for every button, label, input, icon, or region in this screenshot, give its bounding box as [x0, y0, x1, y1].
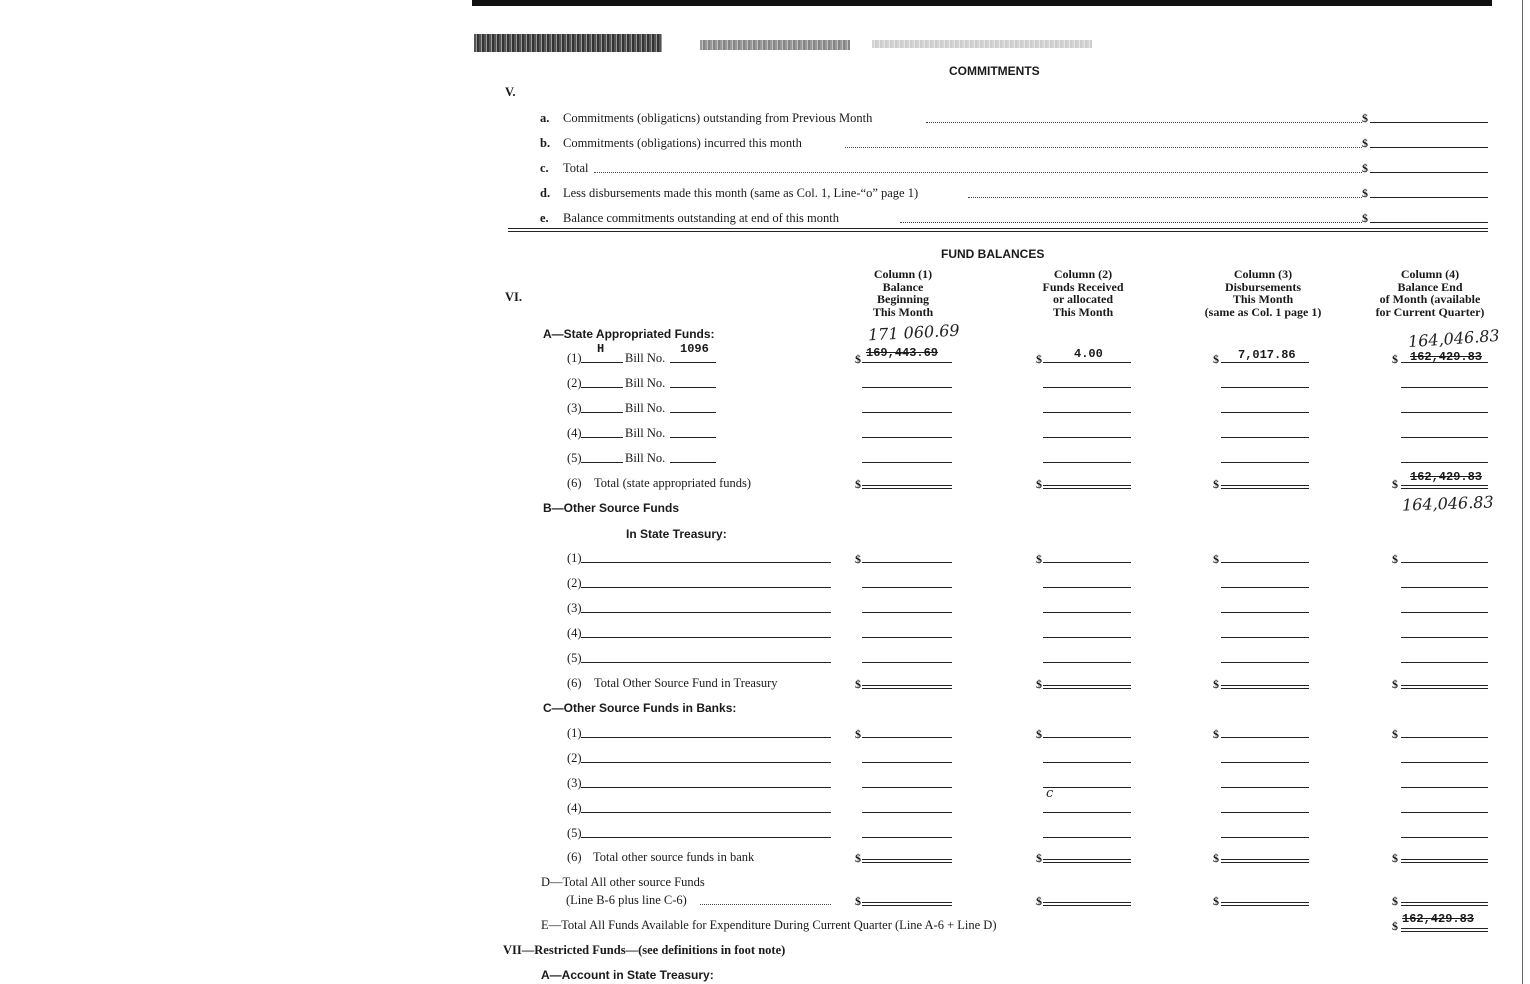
b-total-label: Total Other Source Fund in Treasury — [594, 676, 778, 690]
amount-blank[interactable] — [1401, 412, 1488, 413]
c-row-description[interactable] — [581, 837, 831, 838]
fund-balances-title: FUND BALANCES — [941, 247, 1045, 261]
bill-number-index: (1) — [567, 351, 582, 365]
amount-blank[interactable] — [1043, 737, 1131, 738]
row-letter: a. — [540, 111, 550, 125]
total-amount-blank[interactable] — [1221, 685, 1309, 689]
dollar-sign: $ — [1392, 677, 1398, 691]
other-source-funds-title: B—Other Source Funds — [543, 501, 680, 515]
amount-blank[interactable] — [862, 762, 952, 763]
amount-blank[interactable] — [1370, 222, 1488, 223]
c-row-description[interactable] — [581, 787, 831, 788]
amount-blank[interactable] — [1401, 562, 1488, 563]
total-amount-blank[interactable] — [1043, 485, 1131, 489]
total-amount-blank[interactable] — [862, 859, 952, 863]
dollar-sign: $ — [1036, 851, 1042, 865]
dollar-sign: $ — [855, 477, 861, 491]
amount-blank[interactable] — [1401, 387, 1488, 388]
amount-blank[interactable] — [862, 412, 952, 413]
section-vi-roman: VI. — [505, 290, 523, 304]
dollar-sign: $ — [855, 851, 861, 865]
c-row-index: (1) — [567, 726, 582, 740]
amount-blank[interactable] — [862, 737, 952, 738]
dollar-sign: $ — [855, 727, 861, 741]
row1-col1-value: 169,443.69 — [866, 346, 939, 360]
column-line: Disbursements — [1224, 279, 1301, 294]
leader-line — [926, 122, 1362, 123]
amount-blank[interactable] — [862, 787, 952, 788]
amount-blank[interactable] — [1043, 787, 1131, 788]
amount-blank[interactable] — [1043, 662, 1131, 663]
amount-blank[interactable] — [862, 362, 952, 363]
amount-blank[interactable] — [1401, 362, 1488, 363]
amount-blank[interactable] — [1043, 637, 1131, 638]
b-row-description[interactable] — [581, 587, 831, 588]
column-4-header — [1365, 268, 1495, 318]
amount-blank[interactable] — [1401, 837, 1488, 838]
b-row-description[interactable] — [581, 662, 831, 663]
row1-col4-value: 162,429.83 — [1410, 350, 1483, 364]
row1-col2-value: 4.00 — [1074, 347, 1103, 361]
total-amount-blank[interactable] — [1401, 902, 1488, 906]
column-line: This Month — [1232, 292, 1294, 306]
c-row-index: (2) — [567, 751, 582, 765]
leader-line — [700, 904, 831, 905]
dollar-sign: $ — [1036, 552, 1042, 566]
total-amount-blank[interactable] — [1401, 859, 1488, 863]
dollar-sign: $ — [1036, 727, 1042, 741]
row-label: Commitments (obligaticns) outstanding from Previous Month — [563, 111, 873, 125]
amount-blank[interactable] — [1370, 197, 1488, 198]
total-amount-blank[interactable] — [1221, 902, 1309, 906]
header-redaction-1 — [474, 34, 662, 52]
amount-blank[interactable] — [1401, 462, 1488, 463]
dollar-sign: $ — [1213, 552, 1219, 566]
amount-blank[interactable] — [1221, 362, 1309, 363]
dollar-sign: $ — [1036, 352, 1042, 366]
bill-prefix-blank[interactable] — [581, 462, 623, 463]
dollar-sign: $ — [1392, 851, 1398, 865]
amount-blank[interactable] — [1221, 437, 1309, 438]
amount-blank[interactable] — [862, 662, 952, 663]
amount-blank[interactable] — [1401, 812, 1488, 813]
column-line: for Current Quarter) — [1375, 304, 1485, 319]
bill-label: Bill No. — [625, 376, 666, 390]
state-appropriated-funds-title: A—State Appropriated Funds: — [543, 327, 715, 341]
row-label: Total — [563, 161, 589, 175]
dollar-sign: $ — [1392, 352, 1398, 366]
amount-blank[interactable] — [1043, 837, 1131, 838]
dollar-sign: $ — [1392, 477, 1398, 491]
dollar-sign: $ — [1213, 727, 1219, 741]
leader-line — [594, 172, 1362, 173]
amount-blank[interactable] — [1370, 147, 1488, 148]
amount-blank[interactable] — [1401, 762, 1488, 763]
amount-blank[interactable] — [1043, 462, 1131, 463]
dollar-sign: $ — [1036, 477, 1042, 491]
row-label: Commitments (obligations) incurred this month — [563, 136, 802, 150]
total-amount-blank[interactable] — [862, 485, 952, 489]
bill-number-index: (2) — [567, 376, 582, 390]
dollar-sign: $ — [1392, 727, 1398, 741]
d-total-sublabel: (Line B-6 plus line C-6) — [566, 893, 687, 907]
total-amount-blank[interactable] — [862, 685, 952, 689]
handwritten-col4-correction: 164,046.83 — [1407, 325, 1501, 352]
b-row-index: (4) — [567, 626, 582, 640]
amount-blank[interactable] — [1221, 562, 1309, 563]
amount-blank[interactable] — [1221, 737, 1309, 738]
bill-number-index: (3) — [567, 401, 582, 415]
account-state-treasury-title: A—Account in State Treasury: — [541, 968, 714, 982]
dollar-sign: $ — [1213, 477, 1219, 491]
c-row-description[interactable] — [581, 762, 831, 763]
header-redaction-2 — [700, 40, 850, 50]
dollar-sign: $ — [1362, 211, 1368, 225]
dollar-sign: $ — [855, 894, 861, 908]
column-line: This Month — [872, 304, 934, 319]
amount-blank[interactable] — [1370, 122, 1488, 123]
amount-blank[interactable] — [1221, 812, 1309, 813]
other-source-funds-banks-title: C—Other Source Funds in Banks: — [543, 701, 737, 715]
c-row-description[interactable] — [581, 812, 831, 813]
section-divider — [508, 228, 1488, 232]
dollar-sign: $ — [1213, 894, 1219, 908]
column-line: Balance End — [1397, 279, 1463, 294]
column-line: or allocated — [1052, 292, 1114, 306]
c-total-index: (6) — [567, 850, 582, 864]
c-row-index: (3) — [567, 776, 582, 790]
column-head: Column (3) — [1233, 267, 1293, 281]
amount-blank[interactable] — [1221, 612, 1309, 613]
amount-blank[interactable] — [1221, 412, 1309, 413]
column-line: Funds Received — [1042, 279, 1124, 294]
commitments-title: COMMITMENTS — [949, 64, 1040, 78]
bill-label: Bill No. — [625, 351, 666, 365]
dollar-sign: $ — [1213, 851, 1219, 865]
b-row-index: (3) — [567, 601, 582, 615]
amount-blank[interactable] — [1043, 362, 1131, 363]
column-1-header — [843, 268, 963, 318]
dollar-sign: $ — [855, 677, 861, 691]
bill-prefix-blank[interactable] — [581, 412, 623, 413]
amount-blank[interactable] — [862, 637, 952, 638]
total-amount-blank[interactable] — [1401, 485, 1488, 489]
b-row-description[interactable] — [581, 637, 831, 638]
dollar-sign: $ — [1036, 677, 1042, 691]
dollar-sign: $ — [1392, 552, 1398, 566]
dollar-sign: $ — [1392, 894, 1398, 908]
row-letter: d. — [540, 186, 551, 200]
a-total-col4-value: 162,429.83 — [1410, 470, 1483, 484]
handwritten-total-correction: 164,046.83 — [1401, 492, 1494, 515]
bill-label: Bill No. — [625, 451, 666, 465]
amount-blank[interactable] — [1043, 562, 1131, 563]
dollar-sign: $ — [855, 552, 861, 566]
amount-blank[interactable] — [1043, 437, 1131, 438]
b-row-description[interactable] — [581, 562, 831, 563]
total-amount-blank[interactable] — [1043, 902, 1131, 906]
row1-col3-value: 7,017.86 — [1238, 348, 1296, 362]
column-line: This Month — [1052, 304, 1114, 319]
dollar-sign: $ — [1362, 161, 1368, 175]
amount-blank[interactable] — [1221, 462, 1309, 463]
bill-number-index: (4) — [567, 426, 582, 440]
row-label: Balance commitments outstanding at end of this month — [563, 211, 839, 225]
amount-blank[interactable] — [1221, 762, 1309, 763]
row-letter: c. — [540, 161, 549, 175]
amount-blank[interactable] — [1043, 412, 1131, 413]
dollar-sign: $ — [855, 352, 861, 366]
amount-blank[interactable] — [1043, 612, 1131, 613]
bill-number-blank[interactable] — [670, 362, 716, 363]
column-head: Column (4) — [1400, 267, 1460, 281]
b-row-index: (5) — [567, 651, 582, 665]
c-row-index: (5) — [567, 826, 582, 840]
amount-blank[interactable] — [1401, 637, 1488, 638]
amount-blank[interactable] — [862, 587, 952, 588]
amount-blank[interactable] — [1221, 387, 1309, 388]
total-amount-blank[interactable] — [1043, 685, 1131, 689]
row-letter: e. — [540, 211, 549, 225]
d-total-label: D—Total All other source Funds — [541, 875, 705, 889]
dollar-sign: $ — [1362, 136, 1368, 150]
bill-prefix-blank[interactable] — [581, 362, 623, 363]
handwritten-col1-correction: 171 060.69 — [867, 320, 961, 345]
leader-line — [968, 197, 1362, 198]
section-v-roman: V. — [505, 85, 516, 99]
a-total-label: Total (state appropriated funds) — [594, 476, 752, 490]
e-total-label: E—Total All Funds Available for Expenditure During Current Quarter (Line A-6 + Line D) — [541, 918, 997, 932]
column-line: Beginning — [876, 292, 930, 306]
dollar-sign: $ — [1213, 352, 1219, 366]
amount-blank[interactable] — [862, 562, 952, 563]
amount-blank[interactable] — [862, 812, 952, 813]
amount-blank[interactable] — [1043, 387, 1131, 388]
amount-blank[interactable] — [1221, 637, 1309, 638]
column-line: of Month (available — [1379, 292, 1481, 306]
amount-blank[interactable] — [1401, 587, 1488, 588]
amount-blank[interactable] — [1043, 762, 1131, 763]
bill-label: Bill No. — [625, 426, 666, 440]
dollar-sign: $ — [1036, 894, 1042, 908]
bill-prefix: H — [597, 342, 605, 356]
b-row-index: (1) — [567, 551, 582, 565]
column-2-header — [1018, 268, 1148, 318]
bill-number: 1096 — [680, 342, 709, 356]
total-amount-blank[interactable] — [1221, 485, 1309, 489]
amount-blank[interactable] — [862, 837, 952, 838]
amount-blank[interactable] — [1401, 612, 1488, 613]
amount-blank[interactable] — [1401, 437, 1488, 438]
amount-blank[interactable] — [1221, 587, 1309, 588]
dollar-sign: $ — [1362, 111, 1368, 125]
amount-blank[interactable] — [1221, 787, 1309, 788]
b-total-index: (6) — [567, 676, 582, 690]
leader-line — [900, 222, 1362, 223]
c-row-description[interactable] — [581, 737, 831, 738]
a-total-index: (6) — [567, 476, 582, 490]
bill-number-blank[interactable] — [670, 462, 716, 463]
amount-blank[interactable] — [862, 387, 952, 388]
right-edge — [1522, 0, 1523, 984]
bill-number-blank[interactable] — [670, 412, 716, 413]
dollar-sign: $ — [1213, 677, 1219, 691]
e-total-col4-value: 162,429.83 — [1402, 912, 1475, 926]
dollar-sign: $ — [1392, 919, 1398, 933]
amount-blank[interactable] — [1401, 662, 1488, 663]
column-line: Balance — [882, 279, 924, 294]
row-label: Less disbursements made this month (same as Col. 1, Line-“o” page 1) — [563, 186, 919, 200]
amount-blank[interactable] — [1043, 812, 1131, 813]
amount-blank[interactable] — [1221, 662, 1309, 663]
amount-blank[interactable] — [862, 612, 952, 613]
amount-blank[interactable] — [862, 437, 952, 438]
column-head: Column (1) — [873, 267, 933, 281]
top-border — [472, 0, 1492, 6]
b-row-description[interactable] — [581, 612, 831, 613]
bill-number-blank[interactable] — [670, 387, 716, 388]
column-3-header — [1188, 268, 1338, 318]
column-head: Column (2) — [1053, 267, 1113, 281]
in-state-treasury-subtitle: In State Treasury: — [626, 527, 727, 541]
grand-total-amount-blank[interactable] — [1401, 928, 1488, 932]
header-redaction-3 — [872, 40, 1092, 48]
amount-blank[interactable] — [1401, 787, 1488, 788]
total-amount-blank[interactable] — [1401, 685, 1488, 689]
bill-number-blank[interactable] — [670, 437, 716, 438]
column-line: (same as Col. 1 page 1) — [1204, 304, 1322, 319]
amount-blank[interactable] — [862, 462, 952, 463]
total-amount-blank[interactable] — [1043, 859, 1131, 863]
total-amount-blank[interactable] — [1221, 859, 1309, 863]
row-letter: b. — [540, 136, 551, 150]
amount-blank[interactable] — [1370, 172, 1488, 173]
bill-number-index: (5) — [567, 451, 582, 465]
amount-blank[interactable] — [1401, 737, 1488, 738]
bill-label: Bill No. — [625, 401, 666, 415]
amount-blank[interactable] — [1043, 587, 1131, 588]
restricted-funds-title: VII—Restricted Funds—(see definitions in foot note) — [503, 943, 786, 957]
bill-prefix-blank[interactable] — [581, 437, 623, 438]
c-total-label: Total other source funds in bank — [593, 850, 755, 864]
handwritten-c-mark: c — [1046, 786, 1054, 801]
c-row-index: (4) — [567, 801, 582, 815]
b-row-index: (2) — [567, 576, 582, 590]
bill-prefix-blank[interactable] — [581, 387, 623, 388]
leader-line — [845, 147, 1362, 148]
dollar-sign: $ — [1362, 186, 1368, 200]
total-amount-blank[interactable] — [862, 902, 952, 906]
amount-blank[interactable] — [1221, 837, 1309, 838]
